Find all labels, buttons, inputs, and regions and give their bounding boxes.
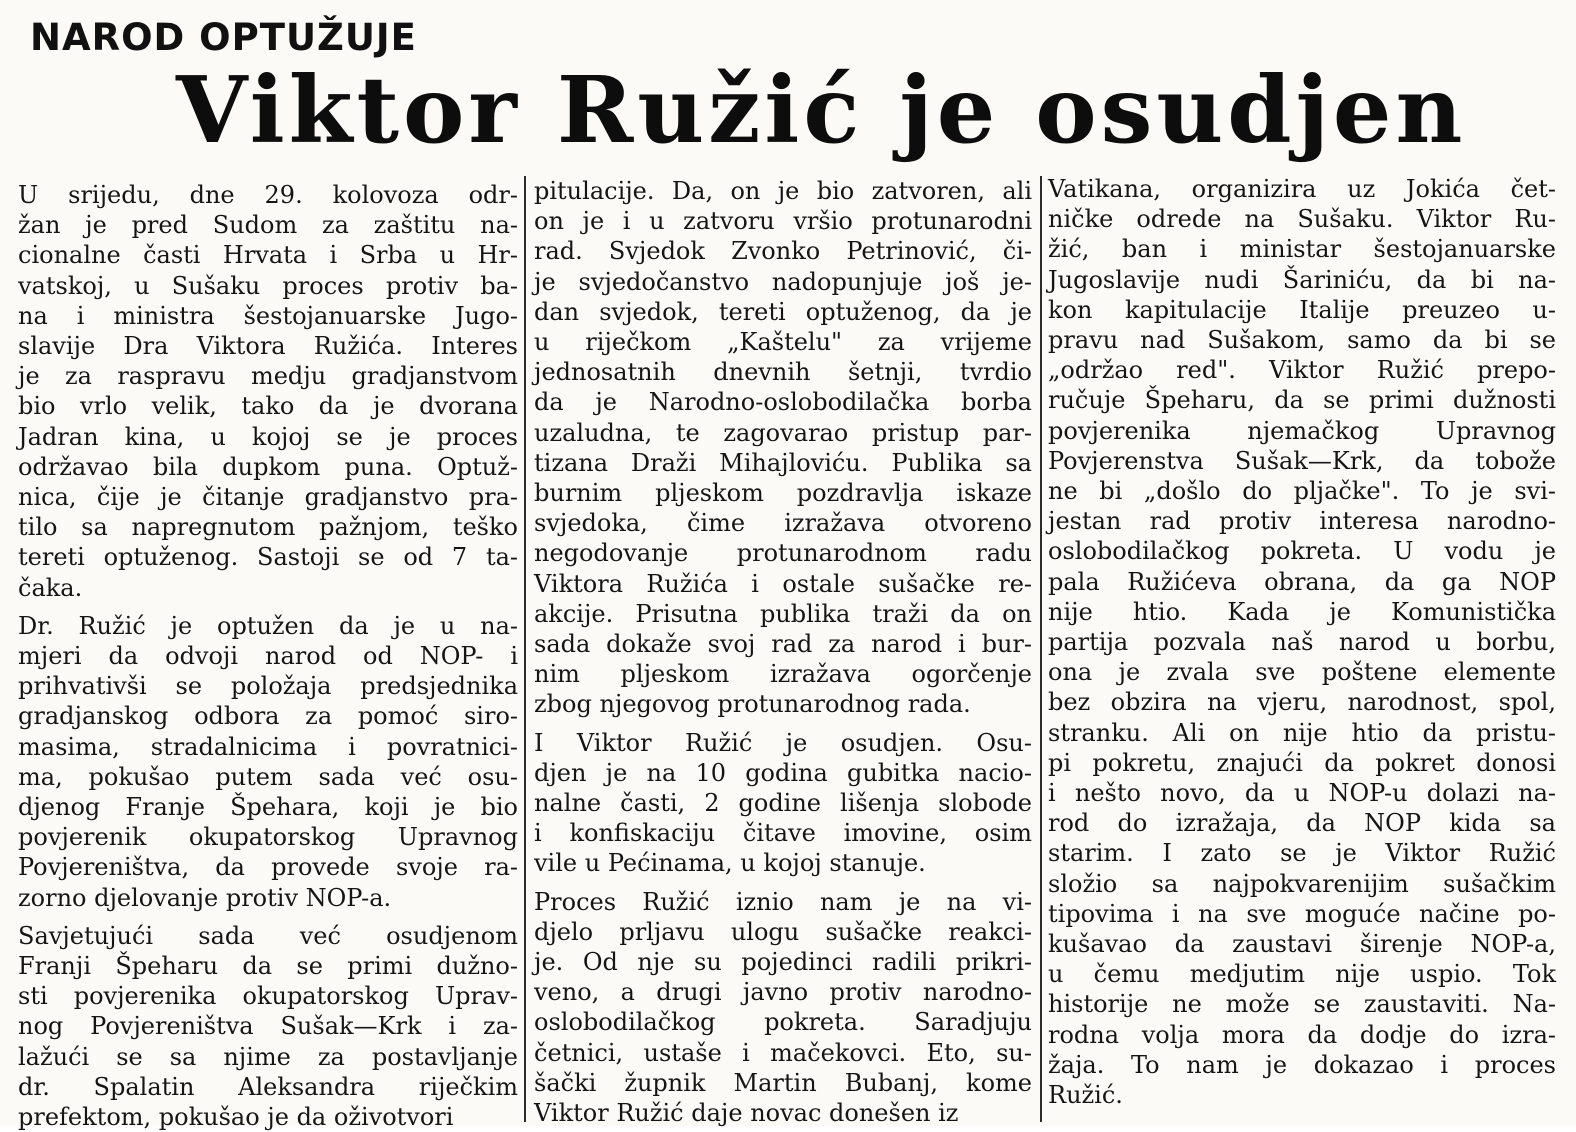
article-line: održavao bila dupkom puna. Optuž-: [18, 452, 518, 481]
article-line: sada dokaže svoj rad za narod i bur-: [534, 630, 1032, 659]
article-line: cionalne časti Hrvata i Srba u Hr-: [18, 241, 518, 270]
article-line: na i ministra šestojanuarske Jugo-: [18, 301, 518, 330]
article-line: u riječkom „Kaštelu" za vrijeme: [534, 328, 1032, 357]
article-line: Vatikana, organizira uz Jokića čet-: [1048, 175, 1556, 203]
article-line: složio sa najpokvarenijim sušačkim: [1048, 869, 1556, 898]
kicker-heading: NAROD OPTUŽUJE: [30, 16, 417, 59]
article-paragraph: [534, 728, 1032, 879]
article-line: Viktora Ružića i ostale sušačke re-: [534, 569, 1032, 598]
column-rule: [1040, 176, 1042, 1122]
article-line: Proces Ružić iznio nam je na vi-: [534, 887, 1032, 916]
article-line: tilo sa napregnutom pažnjom, teško: [18, 513, 518, 542]
article-line: pi pokretu, znajući da pokret donosi: [1048, 748, 1556, 777]
article-line: Povjereništva, da provede svoje ra-: [18, 853, 518, 882]
article-line: svjedoka, čime izražava otvoreno: [534, 509, 1032, 538]
article-line: nije htio. Kada je Komunistička: [1048, 597, 1556, 626]
article-paragraph: [534, 887, 1032, 1129]
article-line: djelo prljavu ulogu sušačke reakci-: [534, 917, 1032, 946]
article-column-1: [18, 180, 518, 1132]
article-line: žan je pred Sudom za zaštitu na-: [18, 211, 518, 240]
article-line: vile u Pećinama, u kojoj stanuje.: [534, 849, 926, 878]
article-line: pitulacije. Da, on je bio zatvoren, ali: [534, 177, 1032, 205]
article-paragraph: [18, 921, 518, 1132]
article-line: i nešto novo, da u NOP-u dolazi na-: [1048, 779, 1556, 808]
article-line: Savjetujući sada već osudjenom: [18, 921, 518, 950]
article-line: mjeri da odvoji narod od NOP- i: [18, 642, 518, 671]
article-line: veno, a drugi javno protiv narodno-: [534, 978, 1032, 1007]
article-line: žaja. To nam je dokazao i proces: [1048, 1050, 1556, 1079]
article-line: oslobodilačkog pokreta. Saradjuju: [534, 1008, 1032, 1037]
article-line: nica, čije je čitanje gradjanstvo pra-: [18, 483, 518, 512]
article-line: nim pljeskom izražava ogorčenje: [534, 660, 1032, 689]
article-line: lažući se sa njime za postavljanje: [18, 1042, 518, 1071]
article-line: bio vrlo velik, tako da je dvorana: [18, 392, 518, 421]
article-line: Ružić.: [1048, 1081, 1123, 1110]
article-line: nog Povjereništva Sušak—Krk i za-: [18, 1012, 518, 1041]
column-rule: [524, 176, 526, 1122]
article-line: Viktor Ružić daje novac donešen iz: [534, 1099, 959, 1128]
article-line: Franji Špeharu da se primi dužno-: [18, 952, 518, 981]
article-paragraph: [18, 180, 518, 603]
article-line: pala Ružićeva obrana, da ga NOP: [1048, 567, 1556, 596]
article-line: četnici, ustaše i mačekovci. Eto, su-: [534, 1038, 1032, 1067]
article-line: burnim pljeskom pozdravlja iskaze: [534, 479, 1032, 508]
article-line: rod do izražaja, da NOP kida sa: [1048, 809, 1556, 838]
article-line: slavije Dra Viktora Ružića. Interes: [18, 332, 518, 361]
article-line: tereti optuženog. Sastoji se od 7 ta-: [18, 543, 518, 572]
article-line: rodna volja mora da dodje do izra-: [1048, 1020, 1556, 1049]
article-line: masima, stradalnicima i povratnici-: [18, 732, 518, 761]
article-line: historije ne može se zaustaviti. Na-: [1048, 990, 1556, 1019]
article-column-2: [534, 176, 1032, 1128]
article-line: bez obzira na vjeru, narodnost, spol,: [1048, 688, 1556, 717]
article-line: jednosatnih dnevnih šetnji, tvrdio: [534, 358, 1032, 387]
article-line: kušavao da zaustavi širenje NOP-a,: [1048, 930, 1556, 959]
article-line: pravu nad Sušakom, samo da bi se: [1048, 326, 1556, 355]
article-paragraph: [1048, 174, 1556, 1110]
article-line: akcije. Prisutna publika traži da on: [534, 599, 1032, 628]
article-line: Dr. Ružić je optužen da je u na-: [18, 611, 518, 640]
article-line: ma, pokušao putem sada već osu-: [18, 762, 518, 791]
article-line: u čemu medjutim nije uspio. Tok: [1048, 960, 1556, 989]
article-column-3: [1048, 174, 1556, 1110]
article-line: da je Narodno-oslobodilačka borba: [534, 388, 1032, 417]
article-line: starim. I zato se je Viktor Ružić: [1048, 839, 1556, 868]
article-line: djenog Franje Špehara, koji je bio: [18, 793, 518, 822]
article-line: partija pozvala naš narod u borbu,: [1048, 628, 1556, 657]
article-line: je svjedočanstvo nadopunjuje još je-: [534, 267, 1032, 296]
article-line: sti povjerenika okupatorskog Uprav-: [18, 982, 518, 1011]
article-line: ona je zvala sve poštene elemente: [1048, 658, 1556, 687]
article-line: ne bi „došlo do pljačke". To je svi-: [1048, 477, 1556, 506]
article-line: I Viktor Ružić je osudjen. Osu-: [534, 728, 1032, 757]
article-line: žić, ban i ministar šestojanuarske: [1048, 235, 1556, 264]
article-line: zbog njegovog protunarodnog rada.: [534, 690, 971, 719]
article-paragraph: [534, 176, 1032, 720]
article-line: dan svjedok, tereti optuženog, da je: [534, 297, 1032, 326]
headline: Viktor Ružić je osudjen: [176, 56, 1467, 164]
article-line: negodovanje protunarodnom radu: [534, 539, 1032, 568]
article-line: prihvativši se položaja predsjednika: [18, 672, 518, 701]
article-line: uzaludna, te zagovarao pristup par-: [534, 418, 1032, 447]
article-line: čaka.: [18, 573, 83, 602]
article-line: i konfiskaciju čitave imovine, osim: [534, 819, 1032, 848]
article-line: povjerenika njemačkog Upravnog: [1048, 416, 1556, 445]
article-line: oslobodilačkog pokreta. U vodu je: [1048, 537, 1556, 566]
article-line: tipovima i na sve moguće načine po-: [1048, 899, 1556, 928]
article-line: povjerenik okupatorskog Upravnog: [18, 823, 518, 852]
article-line: šački župnik Martin Bubanj, kome: [534, 1068, 1032, 1097]
article-line: „održao red". Viktor Ružić prepo-: [1048, 356, 1556, 385]
article-line: rad. Svjedok Zvonko Petrinović, či-: [534, 237, 1032, 266]
article-line: prefektom, pokušao je da oživotvori: [18, 1103, 454, 1132]
article-line: ručuje Špeharu, da se primi dužnosti: [1048, 386, 1556, 415]
article-line: kon kapitulacije Italije preuzeo u-: [1048, 295, 1556, 324]
article-line: zorno djelovanje protiv NOP-a.: [18, 883, 392, 912]
article-line: Povjerenstva Sušak—Krk, da tobože: [1048, 446, 1556, 475]
article-line: je. Od nje su pojedinci radili prikri-: [534, 948, 1032, 977]
article-paragraph: [18, 611, 518, 913]
article-line: U srijedu, dne 29. kolovoza odr-: [18, 181, 518, 209]
article-line: nalne časti, 2 godine lišenja slobode: [534, 789, 1032, 818]
article-line: vatskoj, u Sušaku proces protiv ba-: [18, 271, 518, 300]
article-line: tizana Draži Mihajloviću. Publika sa: [534, 448, 1032, 477]
article-line: Jadran kina, u kojoj se je proces: [18, 422, 518, 451]
article-line: stranku. Ali on nije htio da pristu-: [1048, 718, 1556, 747]
article-line: je za raspravu medju gradjanstvom: [18, 362, 518, 391]
article-line: dr. Spalatin Aleksandra riječkim: [18, 1072, 518, 1101]
article-line: ničke odrede na Sušaku. Viktor Ru-: [1048, 205, 1556, 234]
article-line: gradjanskog odbora za pomoć siro-: [18, 702, 518, 731]
article-line: jestan rad protiv interesa narodno-: [1048, 507, 1556, 536]
article-line: djen je na 10 godina gubitka nacio-: [534, 758, 1032, 787]
article-line: on je i u zatvoru vršio protunarodni: [534, 207, 1032, 236]
article-line: Jugoslavije nudi Šariniću, da bi na-: [1048, 265, 1556, 294]
